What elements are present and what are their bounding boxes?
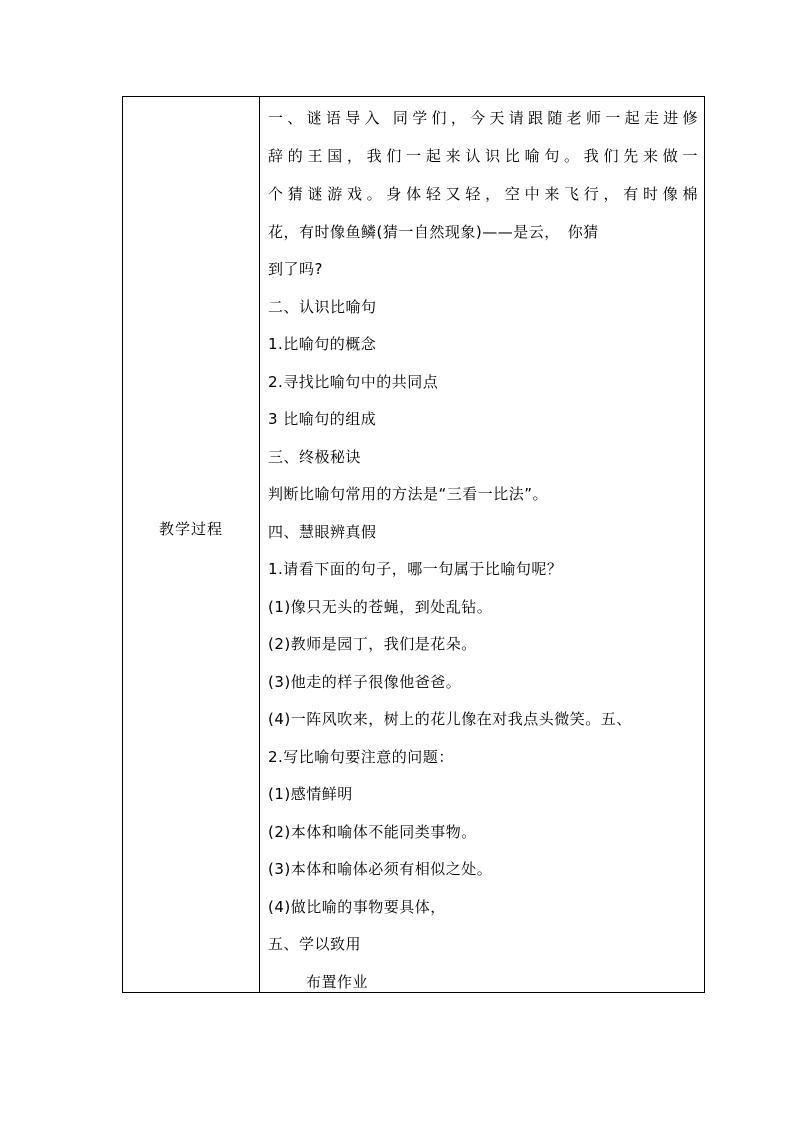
content-line: 五、学以致用 [268, 935, 362, 953]
content-line: 花，有时像鱼鳞(猜一自然现象)——是云， 你猜 [268, 223, 599, 241]
content-line: (4)一阵风吹来，树上的花儿像在对我点头微笑。五、 [268, 710, 632, 728]
content-line: 三、终极秘诀 [268, 448, 362, 466]
content-line: 辞的王国，我们一起来认识比喻句。我们先来做一 [268, 147, 698, 165]
content-line: 1.请看下面的句子，哪一句属于比喻句呢？ [268, 560, 563, 578]
content-line: (1)像只无头的苍蝇，到处乱钻。 [268, 598, 493, 616]
content-line: 二、认识比喻句 [268, 298, 377, 316]
content-line: (3)他走的样子很像他爸爸。 [268, 673, 462, 691]
label-cell [123, 97, 260, 992]
content-line: (2)本体和喻体不能同类事物。 [268, 823, 477, 841]
content-line: 四、慧眼辨真假 [268, 523, 377, 541]
content-line: 布置作业 [306, 973, 369, 991]
content-line: 判断比喻句常用的方法是“三看一比法”。 [268, 485, 549, 503]
lesson-table [122, 96, 705, 993]
content-cell [260, 97, 704, 992]
content-line: 一、谜语导入 同学们，今天请跟随老师一起走进修 [268, 109, 698, 127]
content-line: (2)教师是园丁，我们是花朵。 [268, 635, 477, 653]
content-line: 到了吗? [268, 260, 323, 278]
content-line: (1)感情鲜明 [268, 785, 353, 803]
content-line: 2.寻找比喻句中的共同点 [268, 373, 439, 391]
section-label: 教学过程 [158, 520, 223, 538]
content-line: 3 比喻句的组成 [268, 410, 377, 428]
content-line: (3)本体和喻体必须有相似之处。 [268, 860, 493, 878]
content-line: 个猜谜游戏。身体轻又轻，空中来飞行，有时像棉 [268, 185, 698, 203]
content-line: 1.比喻句的概念 [268, 335, 377, 353]
content-line: (4)做比喻的事物要具体， [268, 898, 446, 916]
content-line: 2.写比喻句要注意的问题： [268, 748, 454, 766]
